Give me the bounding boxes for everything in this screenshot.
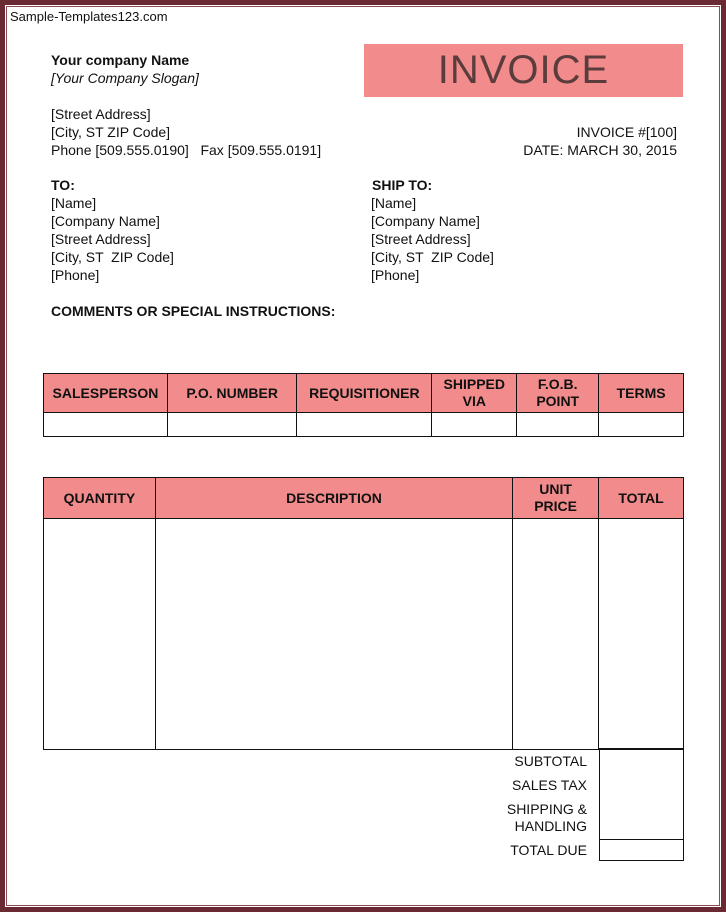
requisitioner-cell[interactable]: [297, 413, 432, 437]
terms-cell[interactable]: [599, 413, 684, 437]
total-due-label: TOTAL DUE: [510, 842, 587, 858]
to-city: [City, ST ZIP Code]: [51, 249, 174, 265]
to-name: [Name]: [51, 195, 97, 211]
invoice-number: INVOICE #[100]: [576, 124, 677, 140]
total-column-cell[interactable]: [599, 519, 684, 750]
header-shipped-via: SHIPPED VIA: [432, 374, 517, 413]
subtotal-label: SUBTOTAL: [514, 753, 587, 769]
shipping-label-line2: HANDLING: [514, 818, 587, 834]
total-due-amount[interactable]: [599, 839, 684, 861]
watermark: Sample-Templates123.com: [10, 9, 168, 24]
header-quantity: QUANTITY: [44, 478, 156, 519]
ship-to-label: SHIP TO:: [372, 177, 433, 193]
company-phone-fax: Phone [509.555.0190] Fax [509.555.0191]: [51, 142, 322, 158]
fob-point-cell[interactable]: [517, 413, 599, 437]
ship-to-city: [City, ST ZIP Code]: [371, 249, 494, 265]
header-unit-price: UNIT PRICE: [513, 478, 599, 519]
header-salesperson: SALESPERSON: [44, 374, 168, 413]
to-company: [Company Name]: [51, 213, 160, 229]
ship-to-company: [Company Name]: [371, 213, 480, 229]
totals-amount-column[interactable]: [599, 748, 684, 840]
description-column-cell[interactable]: [155, 519, 512, 750]
header-description: DESCRIPTION: [155, 478, 512, 519]
invoice-date: DATE: MARCH 30, 2015: [523, 142, 677, 158]
company-city: [City, ST ZIP Code]: [51, 124, 171, 140]
order-info-header-row: [44, 374, 684, 413]
ship-to-name: [Name]: [371, 195, 417, 211]
line-items-header-row: [44, 478, 684, 519]
sales-tax-label: SALES TAX: [512, 777, 587, 793]
order-info-table: [43, 373, 684, 437]
header-terms: TERMS: [599, 374, 684, 413]
ship-to-phone: [Phone]: [371, 267, 420, 283]
header-requisitioner: REQUISITIONER: [297, 374, 432, 413]
shipping-label-line1: SHIPPING &: [506, 801, 587, 817]
order-info-data-row: [44, 413, 684, 437]
quantity-column-cell[interactable]: [44, 519, 156, 750]
shipped-via-cell[interactable]: [432, 413, 517, 437]
salesperson-cell[interactable]: [44, 413, 168, 437]
header-fob-point: F.O.B. POINT: [517, 374, 599, 413]
to-phone: [Phone]: [51, 267, 100, 283]
po-number-cell[interactable]: [167, 413, 297, 437]
comments-label: COMMENTS OR SPECIAL INSTRUCTIONS:: [51, 303, 336, 319]
company-street: [Street Address]: [51, 106, 151, 122]
to-label: TO:: [51, 177, 75, 193]
header-total: TOTAL: [599, 478, 684, 519]
line-items-table: [43, 477, 684, 750]
company-name: Your company Name: [51, 52, 190, 68]
unit-price-column-cell[interactable]: [513, 519, 599, 750]
company-slogan: [Your Company Slogan]: [51, 70, 199, 86]
to-street: [Street Address]: [51, 231, 151, 247]
invoice-title: INVOICE: [437, 48, 610, 92]
ship-to-street: [Street Address]: [371, 231, 471, 247]
invoice-title-banner: [364, 44, 683, 97]
header-po-number: P.O. NUMBER: [167, 374, 297, 413]
line-items-body-row: [44, 519, 684, 750]
